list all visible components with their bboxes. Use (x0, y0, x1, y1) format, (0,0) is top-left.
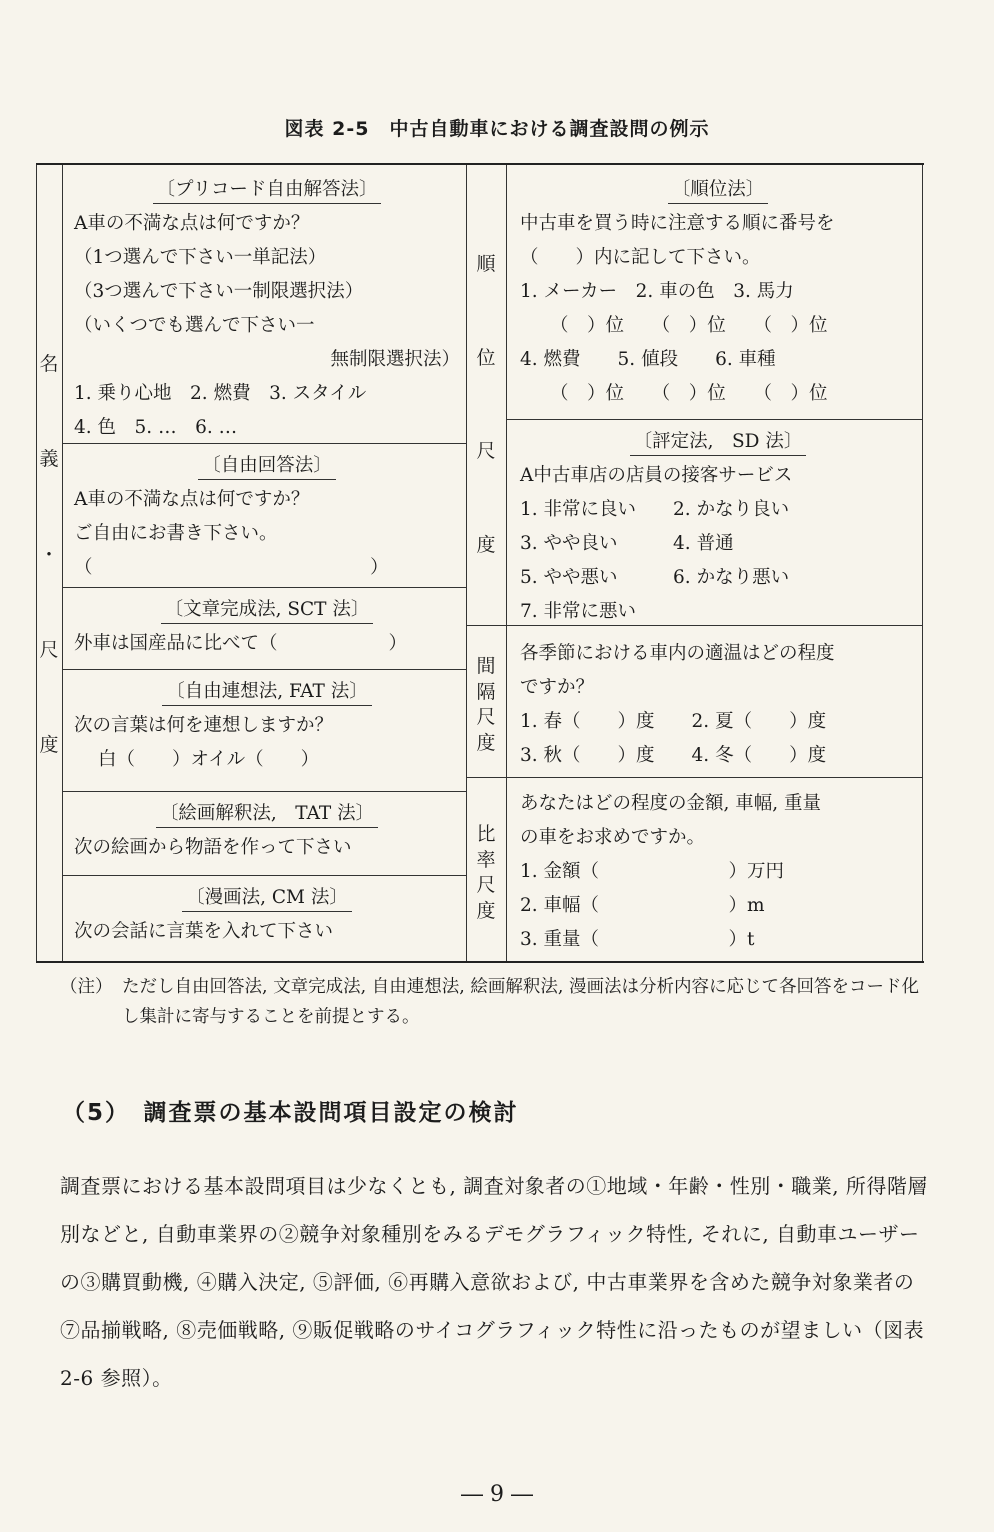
answer-blank: 白（ ）オイル（ ） (98, 749, 320, 770)
question-line: （ ）内に記して下さい。 (520, 247, 761, 268)
table-divider (62, 165, 63, 961)
rating-method-cell (520, 425, 916, 629)
rank-blank-line: （ ）位 （ ）位 （ ）位 (550, 383, 828, 404)
question-line: （1つ選んで下さい一単記法） (74, 247, 327, 268)
table-divider (506, 165, 507, 961)
choice-line: 7. 非常に悪い (520, 601, 637, 622)
note-label: （注） (60, 977, 113, 997)
choice-line: 1. 非常に良い 2. かなり良い (520, 499, 790, 520)
choice-line: 3. 重量（ ）t (520, 929, 755, 950)
table-divider (466, 777, 922, 778)
cartoon-method-cell (74, 881, 460, 949)
table-divider (62, 875, 466, 876)
question-line: 中古車を買う時に注意する順に番号を (520, 213, 835, 234)
note-text: ただし自由回答法, 文章完成法, 自由連想法, 絵画解釈法, 漫画法は分析内容に応じて各回答をコード化し集計に寄与することを前提とする。 (122, 977, 919, 1027)
precode-method-cell (74, 173, 460, 445)
interval-scale-label: 間 隔 尺 度 (476, 655, 496, 754)
choice-line: 1. 金額（ ）万円 (520, 861, 785, 882)
table-divider (62, 587, 466, 588)
question-line: 各季節における車内の適温はどの程度 (520, 643, 835, 664)
question-line: ご自由にお書き下さい。 (74, 523, 278, 544)
section-heading: 〔プリコード自由解答法〕 (74, 173, 460, 207)
section-heading: 〔自由連想法, FAT 法〕 (74, 675, 460, 709)
question-line: A車の不満な点は何ですか？ (74, 489, 310, 510)
section-heading: 〔順位法〕 (520, 173, 916, 207)
ratio-question-cell (520, 787, 916, 957)
picture-interpretation-cell (74, 797, 460, 865)
page-number: ― 9 ― (461, 1482, 533, 1507)
choice-line: 3. やや良い 4. 普通 (520, 533, 734, 554)
body-paragraph: 調査票における基本設問項目は少なくとも, 調査対象者の①地域・年齢・性別・職業, 所得階層別などと, 自動車業界の②競争対象種別をみるデモグラフィック特性, それに, 自動車ユーザーの③購買動機, ④購入決定, ⑤評価, ⑥再購入意欲および, 中古車業界を含めた競争対象業者の⑦品揃戦略, ⑧売価戦略, ⑨販促戦略のサイコグラフィック特性に沿ったものが望ましい（図表 2-6 参照）。 (60, 1174, 928, 1390)
survey-question-table (36, 163, 924, 963)
section-heading-5: （5） 調査票の基本設問項目設定の検討 (62, 1100, 519, 1126)
rank-method-cell (520, 173, 916, 411)
figure-title: 図表 2-5 中古自動車における調査設問の例示 (284, 118, 710, 140)
choice-line: 1. 春（ ）度 2. 夏（ ）度 (520, 711, 827, 732)
section-heading: 〔自由回答法〕 (74, 449, 460, 483)
question-line: A車の不満な点は何ですか？ (74, 213, 310, 234)
choice-line: 3. 秋（ ）度 4. 冬（ ）度 (520, 745, 827, 766)
ratio-scale-label: 比 率 尺 度 (476, 823, 496, 922)
choice-line: 2. 車幅（ ）m (520, 895, 765, 916)
answer-blank: （ ） (74, 557, 389, 578)
nominal-scale-label: 名 義 ・ 尺 度 (39, 353, 59, 756)
choice-line: 1. メーカー 2. 車の色 3. 馬力 (520, 281, 794, 302)
question-line: 次の会話に言葉を入れて下さい (74, 921, 334, 942)
choice-line: 4. 色 5. … 6. … (74, 417, 238, 438)
table-divider (62, 791, 466, 792)
section-heading: 〔絵画解釈法, TAT 法〕 (74, 797, 460, 831)
question-line: （3つ選んで下さい一制限選択法） (74, 281, 364, 302)
free-association-cell (74, 675, 460, 777)
ordinal-scale-label: 順 位 尺 度 (476, 253, 496, 556)
question-line: の車をお求めですか。 (520, 827, 706, 848)
table-border-right (922, 165, 923, 961)
sentence-completion-cell (74, 593, 460, 661)
choice-line: 4. 燃費 5. 値段 6. 車種 (520, 349, 776, 370)
question-line: 次の絵画から物語を作って下さい (74, 837, 352, 858)
choice-line: 1. 乗り心地 2. 燃費 3. スタイル (74, 383, 367, 404)
question-line: 次の言葉は何を連想しますか？ (74, 715, 334, 736)
question-line: （いくつでも選んで下さい一 (74, 315, 315, 336)
table-divider (62, 669, 466, 670)
question-line: ですか？ (520, 677, 595, 698)
rank-blank-line: （ ）位 （ ）位 （ ）位 (550, 315, 828, 336)
section-heading: 〔漫画法, CM 法〕 (74, 881, 460, 915)
choice-line: 5. やや悪い 6. かなり悪い (520, 567, 790, 588)
table-divider (506, 419, 922, 420)
section-heading: 〔評定法, SD 法〕 (520, 425, 916, 459)
free-answer-cell (74, 449, 460, 585)
question-line: 外車は国産品に比べて（ ） (74, 633, 408, 654)
table-note (60, 972, 930, 1032)
question-line: あなたはどの程度の金額, 車幅, 重量 (520, 793, 822, 814)
section-heading: 〔文章完成法, SCT 法〕 (74, 593, 460, 627)
interval-question-cell (520, 637, 916, 773)
question-line: 無制限選択法） (330, 349, 460, 370)
question-line: A中古車店の店員の接客サービス (520, 465, 793, 486)
